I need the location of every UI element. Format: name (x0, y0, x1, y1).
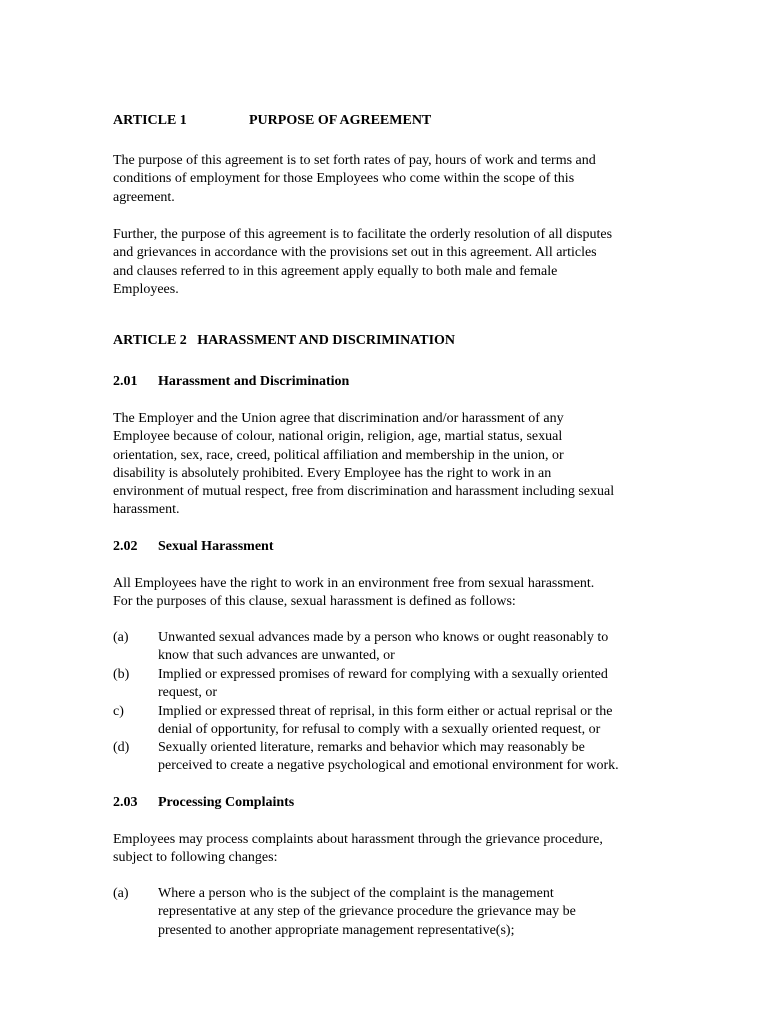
text-line: presented to another appropriate management representative(s); (158, 922, 515, 938)
list-item-text (158, 703, 612, 740)
list-item-text (158, 629, 608, 666)
list-item-label: c) (113, 704, 124, 719)
text-line: subject to following changes: (113, 850, 278, 866)
text-line: The purpose of this agreement is to set forth rates of pay, hours of work and terms and (113, 153, 596, 168)
section-2-01-number: 2.01 (113, 374, 138, 389)
text-line: disability is absolutely prohibited. Every Employee has the right to work in an (113, 465, 552, 481)
text-line: Employees may process complaints about harassment through the grievance procedure, (113, 832, 603, 847)
text-line: know that such advances are unwanted, or (158, 648, 395, 664)
section-2-02-paragraph (113, 575, 594, 612)
text-line: Sexually oriented literature, remarks and behavior which may reasonably be (158, 740, 585, 755)
text-line: Employee because of colour, national origin, religion, age, martial status, sexual (113, 429, 563, 445)
text-line: Implied or expressed promises of reward for complying with a sexually oriented (158, 667, 608, 682)
text-line: For the purposes of this clause, sexual harassment is defined as follows: (113, 594, 516, 610)
article-2-heading: ARTICLE 2 HARASSMENT AND DISCRIMINATION (113, 333, 456, 348)
text-line: Where a person who is the subject of the complaint is the management (158, 886, 554, 901)
text-line: The Employer and the Union agree that discrimination and/or harassment of any (113, 411, 564, 426)
list-item-text (158, 666, 608, 703)
text-line: orientation, sex, race, creed, political affiliation and membership in the union, or (113, 447, 564, 463)
text-line: Implied or expressed threat of reprisal, in this form either or actual reprisal or the (158, 704, 613, 719)
article-1-title: PURPOSE OF AGREEMENT (249, 113, 432, 128)
section-2-01-title: Harassment and Discrimination (158, 374, 350, 389)
section-2-03-paragraph (113, 831, 603, 868)
section-2-02-number: 2.02 (113, 539, 138, 554)
article-1-number: ARTICLE 1 (113, 113, 187, 128)
list-item-label: (b) (113, 667, 130, 682)
text-line: representative at any step of the grievance procedure the grievance may be (158, 904, 576, 920)
text-line: and clauses referred to in this agreement apply equally to both male and female (113, 263, 558, 279)
article-1-paragraph-2 (113, 226, 612, 299)
list-item-label: (a) (113, 630, 129, 645)
text-line: Employees. (113, 281, 179, 297)
text-line: request, or (158, 685, 218, 701)
list-item-label: (d) (113, 740, 130, 755)
section-2-01-paragraph (113, 410, 614, 520)
section-2-02-title: Sexual Harassment (158, 539, 274, 554)
section-2-03-title: Processing Complaints (158, 795, 295, 810)
text-line: Unwanted sexual advances made by a person who knows or ought reasonably to (158, 630, 609, 645)
text-line: and grievances in accordance with the provisions set out in this agreement. All articles (113, 245, 597, 261)
list-item-text (158, 885, 576, 940)
list-item-label: (a) (113, 886, 129, 901)
text-line: conditions of employment for those Employees who come within the scope of this (113, 171, 575, 187)
text-line: perceived to create a negative psychological and emotional environment for work. (158, 758, 619, 774)
text-line: environment of mutual respect, free from discrimination and harassment including sexual (113, 484, 615, 500)
text-line: All Employees have the right to work in an environment free from sexual harassment. (113, 576, 595, 591)
text-line: Further, the purpose of this agreement is to facilitate the orderly resolution of all disputes (113, 227, 613, 242)
article-1-paragraph-1 (113, 152, 596, 207)
section-2-03-number: 2.03 (113, 795, 138, 810)
text-line: harassment. (113, 502, 180, 518)
text-line: denial of opportunity, for refusal to comply with a sexually oriented request, or (158, 722, 601, 738)
list-item-text (158, 739, 619, 776)
text-line: agreement. (113, 189, 175, 205)
